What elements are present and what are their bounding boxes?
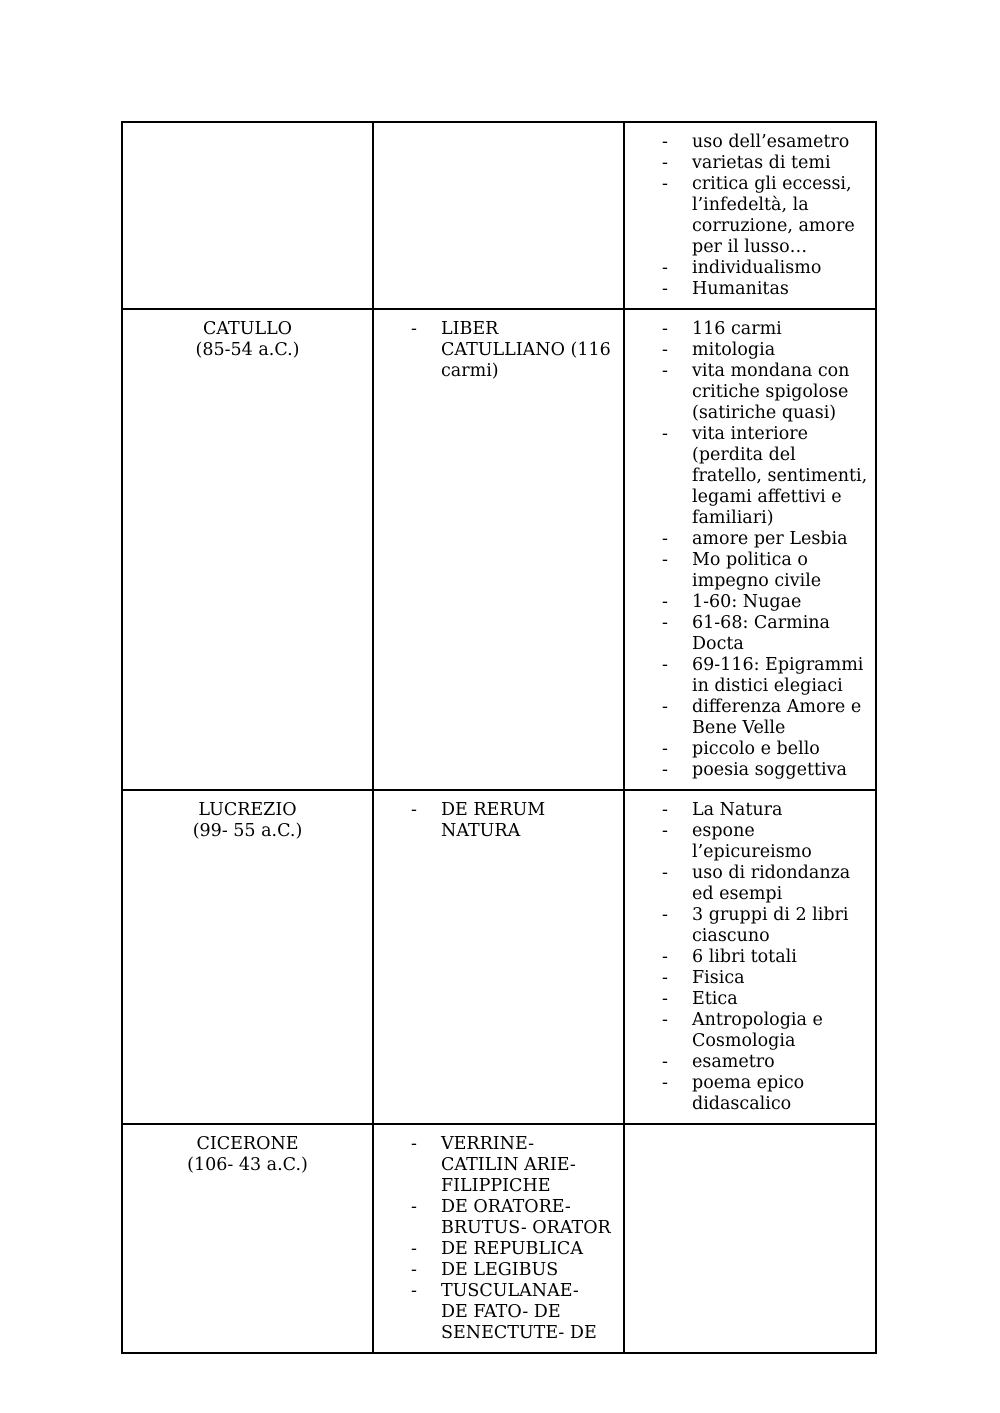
list-item: - poesia soggettiva xyxy=(625,760,875,781)
list-item: - varietas di temi xyxy=(625,153,875,174)
author-dates: (106- 43 a.C.) xyxy=(187,1155,308,1175)
table-row xyxy=(122,790,876,1124)
author-name: LUCREZIO xyxy=(198,800,297,820)
list-item: - piccolo e bello xyxy=(625,739,875,760)
author-dates: (99- 55 a.C.) xyxy=(192,821,303,841)
list-item: - esametro xyxy=(625,1052,875,1073)
works-list xyxy=(374,1125,623,1352)
author-dates: (85-54 a.C.) xyxy=(195,340,300,360)
list-item: - differenza Amore e Bene Velle xyxy=(625,697,875,739)
themes-list xyxy=(625,123,875,308)
works-list xyxy=(374,310,623,390)
themes-list xyxy=(625,310,875,789)
author-name: CICERONE xyxy=(196,1134,299,1154)
list-item: - poema epico didascalico xyxy=(625,1073,875,1115)
list-item: - 69-116: Epigrammi in distici elegiaci xyxy=(625,655,875,697)
author-name: CATULLO xyxy=(202,319,293,339)
list-item: - DE LEGIBUS xyxy=(374,1260,623,1281)
list-item: - LIBER CATULLIANO (116 carmi) xyxy=(374,319,623,382)
list-item: - La Natura xyxy=(625,800,875,821)
themes-list xyxy=(625,791,875,1123)
list-item: - 116 carmi xyxy=(625,319,875,340)
themes-cell xyxy=(624,1124,876,1353)
list-item: - DE REPUBLICA xyxy=(374,1239,623,1260)
list-item: - vita interiore (perdita del fratello, sentimenti, legami affettivi e familiari) xyxy=(625,424,875,529)
list-item: - Humanitas xyxy=(625,279,875,300)
list-item: - 3 gruppi di 2 libri ciascuno xyxy=(625,905,875,947)
list-item: - 1-60: Nugae xyxy=(625,592,875,613)
themes-cell xyxy=(624,790,876,1124)
table-row xyxy=(122,122,876,309)
list-item: - critica gli eccessi, l’infedeltà, la corruzione, amore per il lusso… xyxy=(625,174,875,258)
list-item: - DE ORATORE-BRUTUS- ORATOR xyxy=(374,1197,623,1239)
authors-table xyxy=(121,121,877,1354)
table-row xyxy=(122,309,876,790)
list-item: - amore per Lesbia xyxy=(625,529,875,550)
list-item: - uso di ridondanza ed esempi xyxy=(625,863,875,905)
list-item: - individualismo xyxy=(625,258,875,279)
list-item: - uso dell’esametro xyxy=(625,132,875,153)
list-item: - Antropologia e Cosmologia xyxy=(625,1010,875,1052)
works-cell xyxy=(373,122,624,309)
themes-cell xyxy=(624,122,876,309)
list-item: - 61-68: Carmina Docta xyxy=(625,613,875,655)
list-item: - 6 libri totali xyxy=(625,947,875,968)
themes-cell xyxy=(624,309,876,790)
author-cell xyxy=(122,309,373,790)
author-cell xyxy=(122,122,373,309)
works-cell xyxy=(373,1124,624,1353)
works-list xyxy=(374,791,623,850)
list-item: - DE RERUM NATURA xyxy=(374,800,623,842)
table-row xyxy=(122,1124,876,1353)
author-cell xyxy=(122,790,373,1124)
list-item: - Mo politica o impegno civile xyxy=(625,550,875,592)
list-item: - espone l’epicureismo xyxy=(625,821,875,863)
list-item: - Etica xyxy=(625,989,875,1010)
list-item: - Fisica xyxy=(625,968,875,989)
list-item: - VERRINE-CATILIN ARIE-FILIPPICHE xyxy=(374,1134,623,1197)
author-cell xyxy=(122,1124,373,1353)
list-item: - mitologia xyxy=(625,340,875,361)
works-cell xyxy=(373,309,624,790)
list-item: - vita mondana con critiche spigolose (satiriche quasi) xyxy=(625,361,875,424)
list-item: - TUSCULANAE- DE FATO- DE SENECTUTE- DE xyxy=(374,1281,623,1344)
works-cell xyxy=(373,790,624,1124)
